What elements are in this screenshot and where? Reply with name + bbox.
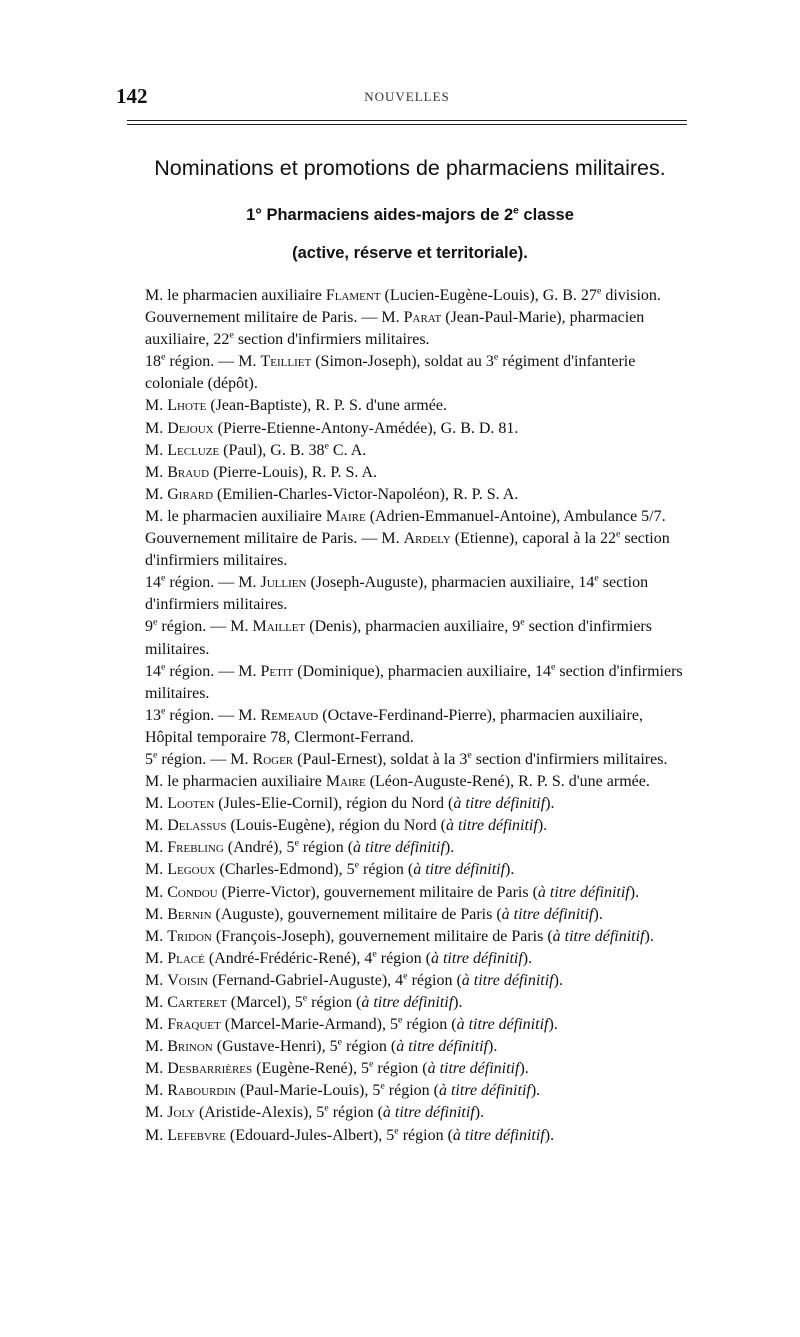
nomination-entry xyxy=(145,285,690,307)
entry-text: région. — M. xyxy=(165,706,261,724)
entry-text: région ( xyxy=(398,1126,453,1144)
entry-text: région ( xyxy=(384,1082,439,1100)
entry-text: (Gustave-Henri), 5 xyxy=(212,1038,338,1056)
entry-superscript: e xyxy=(324,440,329,452)
entry-superscript: e xyxy=(467,749,472,761)
entry-text: ). xyxy=(537,817,548,835)
entry-text: ). xyxy=(530,1082,541,1100)
person-surname: Delassus xyxy=(167,817,227,835)
entry-superscript: e xyxy=(594,572,599,584)
person-surname: Looten xyxy=(167,795,215,813)
entry-status: à titre définitif xyxy=(427,1060,520,1078)
nomination-entry xyxy=(145,1036,690,1058)
entry-text: (Pierre-Etienne-Antony-Amédée), G. B. D. 81. xyxy=(213,419,519,437)
person-surname: Tridon xyxy=(167,927,212,945)
entry-text: Gouvernement militaire de Paris. — M. xyxy=(145,530,404,548)
entry-text: section d'infirmiers militaires. xyxy=(145,574,649,614)
nomination-entry xyxy=(145,859,690,881)
section-heading-sup: e xyxy=(513,205,519,217)
entry-text: (Denis), pharmacien auxiliaire, 9 xyxy=(305,618,521,636)
entry-text: (Jean-Paul-Marie), pharmacien auxiliaire, 22 xyxy=(145,309,645,349)
nomination-entry xyxy=(145,1080,690,1102)
nomination-entry xyxy=(145,948,690,970)
nomination-entry xyxy=(145,970,690,992)
person-surname: Lefebvre xyxy=(167,1126,226,1144)
entry-text: M. xyxy=(145,949,168,967)
entry-text: M. xyxy=(145,1104,168,1122)
entry-superscript: e xyxy=(372,948,377,960)
entry-superscript: e xyxy=(294,838,299,850)
entry-text: M. xyxy=(145,1016,168,1034)
entry-text: ). xyxy=(545,795,555,813)
entry-superscript: e xyxy=(153,749,158,761)
person-surname: Condou xyxy=(167,883,218,901)
nomination-entry xyxy=(145,506,690,528)
entry-superscript: e xyxy=(520,617,525,629)
person-surname: Lecluze xyxy=(167,441,220,459)
entry-text: région. — M. xyxy=(165,662,261,680)
entry-text: ). xyxy=(544,1126,555,1144)
entry-text: ). xyxy=(629,883,640,901)
entry-text: (Jules-Elie-Cornil), région du Nord ( xyxy=(214,795,454,813)
entry-text: (Etienne), caporal à la 22 xyxy=(450,530,616,548)
nomination-entry xyxy=(145,926,690,948)
person-surname: Jullien xyxy=(260,574,307,592)
entry-text: ). xyxy=(505,861,515,879)
entry-status: à titre définitif xyxy=(501,905,594,923)
entry-superscript: e xyxy=(368,1058,374,1070)
entry-text: M. le pharmacien auxiliaire xyxy=(145,507,326,525)
nomination-entry xyxy=(145,528,690,572)
nomination-entry xyxy=(145,1125,690,1147)
entry-text: région. — M. xyxy=(157,618,253,636)
entry-status: à titre définitif xyxy=(552,927,645,945)
nomination-entry xyxy=(145,749,690,771)
entry-superscript: e xyxy=(161,351,166,363)
nomination-entry xyxy=(145,992,690,1014)
entry-text: (Octave-Ferdinand-Pierre), pharmacien auxiliaire, Hôpital temporaire 78, Clermont-Ferrand. xyxy=(145,706,643,746)
person-surname: Braud xyxy=(167,463,210,481)
entry-superscript: e xyxy=(324,1103,329,1115)
entry-text: (Louis-Eugène), région du Nord ( xyxy=(226,817,446,835)
entry-status: à titre définitif xyxy=(537,883,630,901)
header-rule xyxy=(127,120,687,121)
entry-text: M. xyxy=(145,1038,168,1056)
entry-superscript: e xyxy=(380,1081,385,1093)
entry-text: (François-Joseph), gouvernement militaire de Paris ( xyxy=(211,927,553,945)
person-surname: Fraquet xyxy=(167,1016,221,1034)
entry-text: région. — M. xyxy=(157,750,253,768)
section-heading-main: 1° Pharmaciens aides-majors de 2 xyxy=(246,206,514,224)
entry-text: section d'infirmiers militaires. xyxy=(233,331,430,349)
nomination-entry xyxy=(145,462,690,484)
person-surname: Joly xyxy=(167,1104,195,1122)
header-rule-secondary xyxy=(127,124,687,125)
entry-status: à titre définitif xyxy=(461,971,554,989)
person-surname: Roger xyxy=(252,750,294,768)
entry-text: M. xyxy=(145,905,168,923)
entry-status: à titre définitif xyxy=(452,1126,545,1144)
entry-text: M. xyxy=(145,861,168,879)
entry-superscript: e xyxy=(615,528,621,540)
entry-text: (André), 5 xyxy=(223,839,295,857)
entry-text: région ( xyxy=(373,1060,428,1078)
entry-text: M. xyxy=(145,795,168,813)
entry-superscript: e xyxy=(161,572,166,584)
entry-status: à titre définitif xyxy=(382,1104,475,1122)
nomination-entry xyxy=(145,418,690,440)
entry-text: section d'infirmiers militaires. xyxy=(145,662,683,702)
entry-text: ). xyxy=(488,1038,498,1056)
entry-text: C. A. xyxy=(328,441,367,459)
person-surname: Petit xyxy=(260,662,294,680)
entry-text: M. xyxy=(145,817,168,835)
person-surname: Carteret xyxy=(167,994,227,1011)
entry-text: ). xyxy=(553,971,563,989)
nomination-entry xyxy=(145,616,690,660)
entry-text: ). xyxy=(522,949,533,967)
entry-text: (Paul), G. B. 38 xyxy=(219,441,325,459)
entry-text: région ( xyxy=(328,1104,383,1122)
section-heading-suffix: classe xyxy=(518,206,574,224)
person-surname: Legoux xyxy=(167,861,216,879)
entry-text: (Paul-Ernest), soldat à la 3 xyxy=(293,750,468,768)
entry-text: (Fernand-Gabriel-Auguste), 4 xyxy=(208,971,404,989)
entry-text: ). xyxy=(453,994,463,1011)
entry-text: M. xyxy=(145,1060,168,1078)
person-surname: Teilliet xyxy=(260,353,312,371)
person-surname: Ardely xyxy=(403,530,451,548)
entry-text: M. xyxy=(145,883,168,901)
entry-text: région ( xyxy=(359,861,414,879)
entry-text: (Dominique), pharmacien auxiliaire, 14 xyxy=(293,662,551,680)
entry-text: région. — M. xyxy=(165,353,261,371)
entry-text: (Edouard-Jules-Albert), 5 xyxy=(225,1126,395,1144)
entry-superscript: e xyxy=(394,1125,399,1137)
page-number: 142 xyxy=(116,84,148,108)
section-subheading: (active, réserve et territoriale). xyxy=(292,244,528,262)
entry-text: (Léon-Auguste-René), R. P. S. d'une armée. xyxy=(365,773,650,791)
entry-text: (Eugène-René), 5 xyxy=(252,1060,369,1078)
entry-status: à titre définitif xyxy=(430,949,523,967)
entry-status: à titre définitif xyxy=(396,1038,489,1056)
nomination-entry xyxy=(145,351,690,395)
entry-superscript: e xyxy=(337,1036,342,1048)
nomination-entry xyxy=(145,1102,690,1124)
person-surname: Voisin xyxy=(167,971,209,989)
page-header xyxy=(116,84,698,114)
entry-text: ). xyxy=(519,1060,529,1078)
entry-text: M. xyxy=(145,927,168,945)
entry-text: (Simon-Joseph), soldat au 3 xyxy=(311,353,494,371)
entry-superscript: e xyxy=(302,992,308,1004)
nomination-list xyxy=(145,285,690,1147)
person-surname: Remeaud xyxy=(260,706,319,724)
entry-text: région ( xyxy=(298,839,354,857)
entry-superscript: e xyxy=(161,661,166,673)
entry-text: M. xyxy=(145,1126,168,1144)
entry-text: M. xyxy=(145,441,168,459)
entry-text: région ( xyxy=(376,949,431,967)
entry-text: (Charles-Edmond), 5 xyxy=(215,861,355,879)
entry-status: à titre définitif xyxy=(361,994,454,1011)
entry-status: à titre définitif xyxy=(413,861,506,879)
entry-text: M. le pharmacien auxiliaire xyxy=(145,287,326,304)
entry-text: 18 xyxy=(145,353,161,371)
entry-text: 14 xyxy=(145,574,161,592)
nomination-entry xyxy=(145,815,690,837)
entry-text: M. xyxy=(145,463,168,481)
entry-superscript: e xyxy=(398,1014,403,1026)
entry-text: (Auguste), gouvernement militaire de Paris ( xyxy=(211,905,502,923)
entry-text: (Adrien-Emmanuel-Antoine), Ambulance 5/7. xyxy=(365,507,666,525)
nomination-entry xyxy=(145,307,690,351)
entry-text: section d'infirmiers militaires. xyxy=(145,618,652,658)
article-title: Nominations et promotions de pharmaciens militaires. xyxy=(154,156,666,180)
entry-text: (Lucien-Eugène-Louis), G. B. 27 xyxy=(380,287,597,304)
person-surname: Brinon xyxy=(167,1038,213,1056)
running-head: NOUVELLES xyxy=(364,89,450,104)
entry-text: 13 xyxy=(145,706,161,724)
entry-status: à titre définitif xyxy=(453,795,546,813)
person-surname: Rabourdin xyxy=(167,1082,236,1100)
entry-text: région ( xyxy=(342,1038,397,1056)
nomination-entry xyxy=(145,1014,690,1036)
person-surname: Dejoux xyxy=(167,419,214,437)
entry-status: à titre définitif xyxy=(456,1016,549,1034)
nomination-entry xyxy=(145,882,690,904)
entry-text: (Paul-Marie-Louis), 5 xyxy=(235,1082,381,1100)
entry-text: M. xyxy=(145,839,168,857)
entry-superscript: e xyxy=(153,617,158,629)
nomination-entry xyxy=(145,837,690,859)
entry-status: à titre définitif xyxy=(445,817,538,835)
entry-text: ). xyxy=(593,905,603,923)
entry-text: (Emilien-Charles-Victor-Napoléon), R. P. S. A. xyxy=(213,485,519,503)
person-surname: Maire xyxy=(325,773,366,791)
entry-text: M. xyxy=(145,397,168,415)
nomination-entry xyxy=(145,440,690,462)
person-surname: Maillet xyxy=(252,618,306,636)
entry-superscript: e xyxy=(596,285,602,297)
entry-text: région ( xyxy=(307,994,362,1011)
entry-text: M. xyxy=(145,971,168,989)
entry-text: M. xyxy=(145,419,168,437)
entry-superscript: e xyxy=(229,329,234,341)
entry-superscript: e xyxy=(493,351,499,363)
entry-text: 14 xyxy=(145,662,161,680)
person-surname: Flament xyxy=(325,287,381,304)
entry-text: (Aristide-Alexis), 5 xyxy=(194,1104,325,1122)
nomination-entry xyxy=(145,395,690,417)
entry-superscript: e xyxy=(403,970,408,982)
person-surname: Frebling xyxy=(167,839,224,857)
entry-text: M. xyxy=(145,1082,168,1100)
entry-text: (Pierre-Victor), gouvernement militaire de Paris ( xyxy=(217,883,538,901)
nomination-entry xyxy=(145,793,690,815)
entry-text: section d'infirmiers militaires. xyxy=(145,530,670,570)
person-surname: Parat xyxy=(403,309,442,327)
person-surname: Girard xyxy=(167,485,214,503)
entry-text: Gouvernement militaire de Paris. — M. xyxy=(145,309,404,327)
entry-text: ). xyxy=(474,1104,485,1122)
entry-text: ). xyxy=(444,839,455,857)
entry-text: (Joseph-Auguste), pharmacien auxiliaire, 14 xyxy=(306,574,595,592)
nomination-entry xyxy=(145,705,690,749)
entry-text: (Marcel-Marie-Armand), 5 xyxy=(220,1016,398,1034)
nomination-entry xyxy=(145,1058,690,1080)
entry-text: division. xyxy=(601,287,661,304)
entry-text: 5 xyxy=(145,750,153,768)
entry-text: région. — M. xyxy=(165,574,261,592)
entry-text: région ( xyxy=(407,971,462,989)
person-surname: Lhote xyxy=(167,397,207,415)
entry-status: à titre définitif xyxy=(438,1082,531,1100)
entry-status: à titre définitif xyxy=(353,839,445,857)
nomination-entry xyxy=(145,572,690,616)
entry-superscript: e xyxy=(550,661,556,673)
entry-text: M. xyxy=(145,994,168,1011)
entry-superscript: e xyxy=(354,860,359,872)
person-surname: Desbarrières xyxy=(167,1060,253,1078)
entry-text: régiment d'infanterie coloniale (dépôt). xyxy=(145,353,636,393)
entry-text: (Marcel), 5 xyxy=(226,994,303,1011)
section-heading xyxy=(100,206,720,225)
entry-text: M. le pharmacien auxiliaire xyxy=(145,773,326,791)
entry-text: M. xyxy=(145,485,168,503)
nomination-entry xyxy=(145,904,690,926)
entry-text: (Jean-Baptiste), R. P. S. d'une armée. xyxy=(206,397,447,415)
nomination-entry xyxy=(145,661,690,705)
entry-text: région ( xyxy=(402,1016,457,1034)
person-surname: Bernin xyxy=(167,905,212,923)
entry-text: section d'infirmiers militaires. xyxy=(471,750,668,768)
entry-text: ). xyxy=(548,1016,558,1034)
entry-text: ). xyxy=(644,927,654,945)
entry-text: 9 xyxy=(145,618,153,636)
entry-superscript: e xyxy=(161,705,166,717)
nomination-entry xyxy=(145,771,690,793)
entry-text: (André-Frédéric-René), 4 xyxy=(204,949,373,967)
person-surname: Placé xyxy=(167,949,205,967)
entry-text: (Pierre-Louis), R. P. S. A. xyxy=(209,463,378,481)
nomination-entry xyxy=(145,484,690,506)
person-surname: Maire xyxy=(325,507,366,525)
